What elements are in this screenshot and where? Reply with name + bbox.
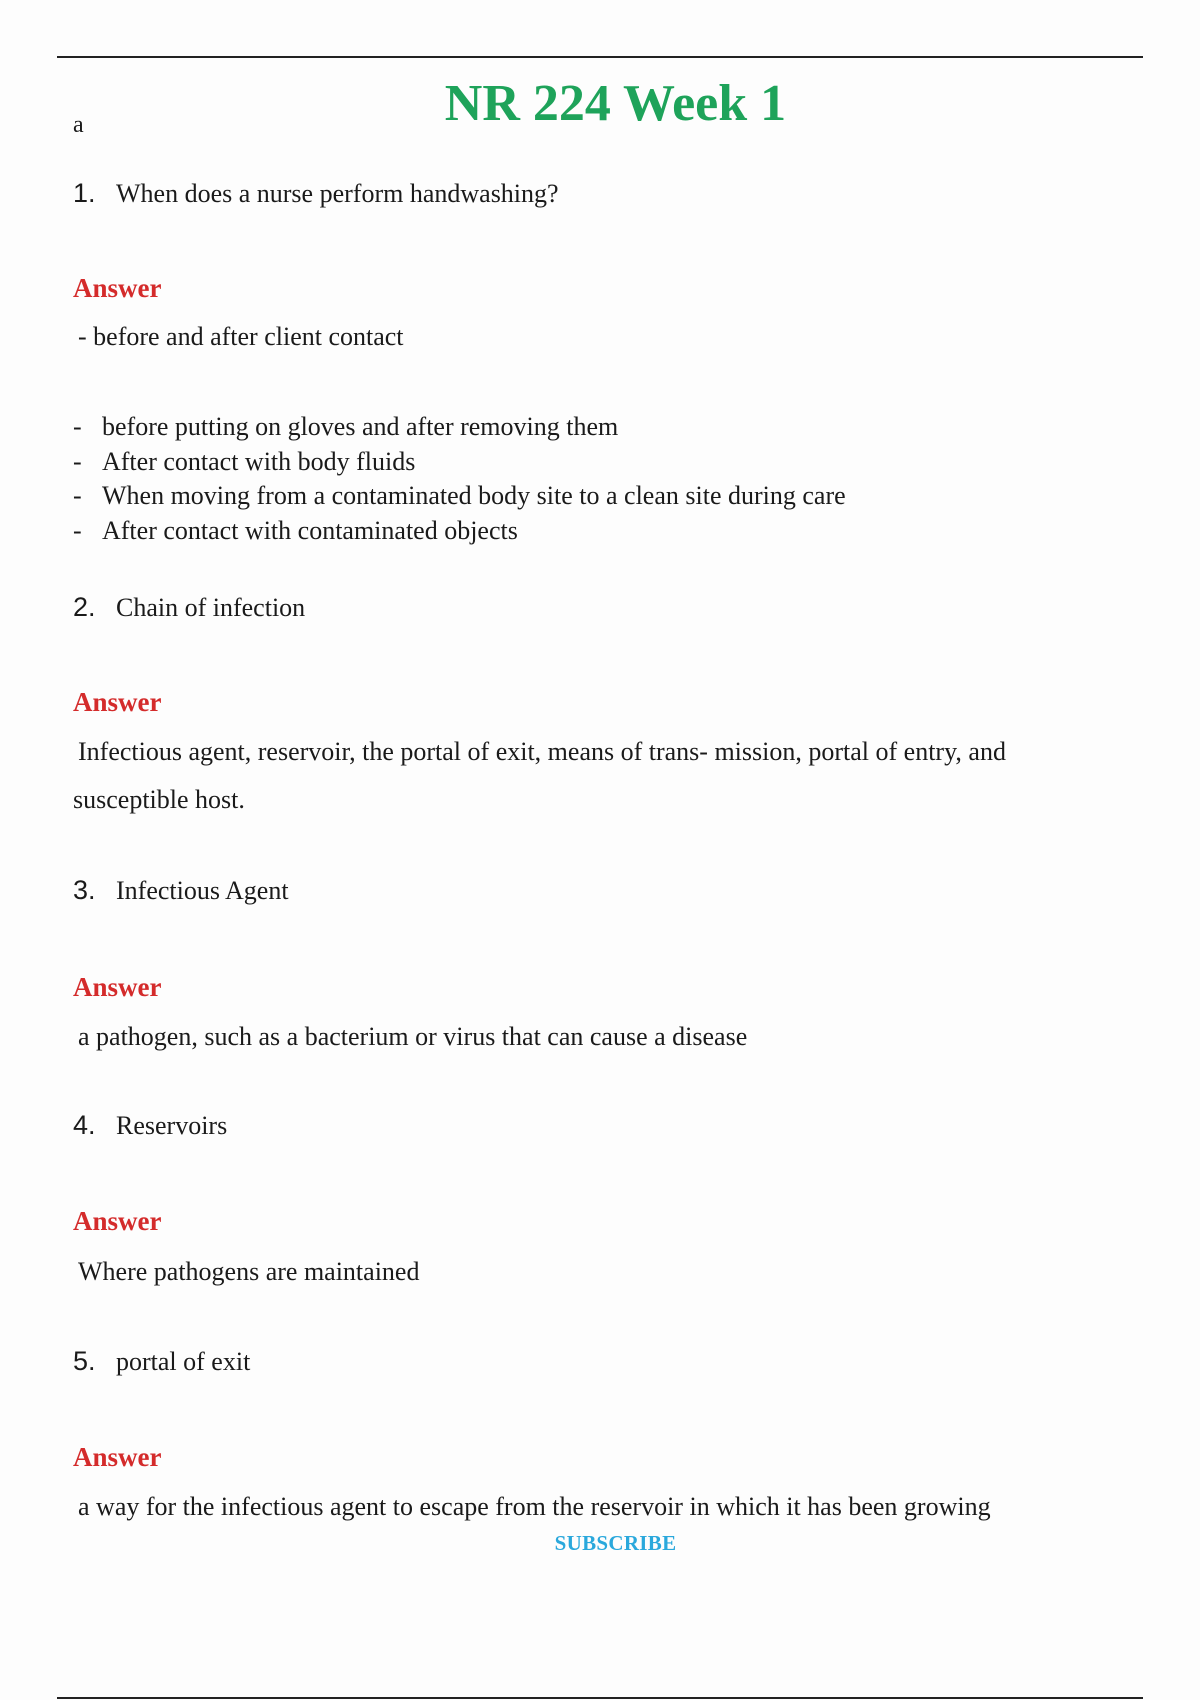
question-3 — [73, 873, 289, 908]
answer-5: a way for the infectious agent to escape from the reservoir in which it has been growing — [78, 1492, 991, 1521]
question-number: 1. — [73, 178, 96, 208]
bottom-rule — [57, 1697, 1143, 1699]
answer-1: - before and after client contact — [78, 322, 404, 351]
question-number: 2. — [73, 592, 96, 622]
page-title: NR 224 Week 1 — [444, 75, 787, 132]
question-text: Chain of infection — [116, 593, 306, 622]
subscribe-link[interactable]: SUBSCRIBE — [554, 1531, 677, 1555]
question-number: 5. — [73, 1346, 96, 1376]
answer-label-1: Answer — [73, 273, 162, 303]
stray-letter: a — [73, 112, 84, 138]
answer-2-line-2: susceptible host. — [73, 785, 245, 814]
question-text: Reservoirs — [116, 1111, 228, 1140]
question-number: 3. — [73, 875, 96, 905]
answer-label-3: Answer — [73, 972, 162, 1002]
list-item: - When moving from a contaminated body site to a clean site during care — [73, 481, 846, 511]
answer-label-2: Answer — [73, 687, 162, 717]
answer-2-line-1: Infectious agent, reservoir, the portal of exit, means of trans- mission, portal of entry, and — [78, 737, 1006, 766]
list-item: - After contact with body fluids — [73, 446, 416, 476]
question-1 — [73, 176, 559, 211]
answer-label-5: Answer — [73, 1442, 162, 1472]
list-item: - After contact with contaminated objects — [73, 516, 518, 546]
answer-label-4: Answer — [73, 1206, 162, 1236]
answer-3: a pathogen, such as a bacterium or virus that can cause a disease — [78, 1022, 748, 1051]
question-text: When does a nurse perform handwashing? — [116, 179, 559, 208]
list-item: - before putting on gloves and after removing them — [73, 412, 619, 441]
answer-4: Where pathogens are maintained — [78, 1257, 420, 1286]
question-text: Infectious Agent — [116, 876, 289, 905]
question-number: 4. — [73, 1110, 96, 1140]
answer-1-bullet-list — [73, 410, 846, 549]
question-2 — [73, 590, 305, 625]
question-5 — [73, 1344, 250, 1379]
question-4 — [73, 1108, 227, 1143]
question-text: portal of exit — [116, 1347, 251, 1376]
top-rule — [57, 56, 1143, 58]
